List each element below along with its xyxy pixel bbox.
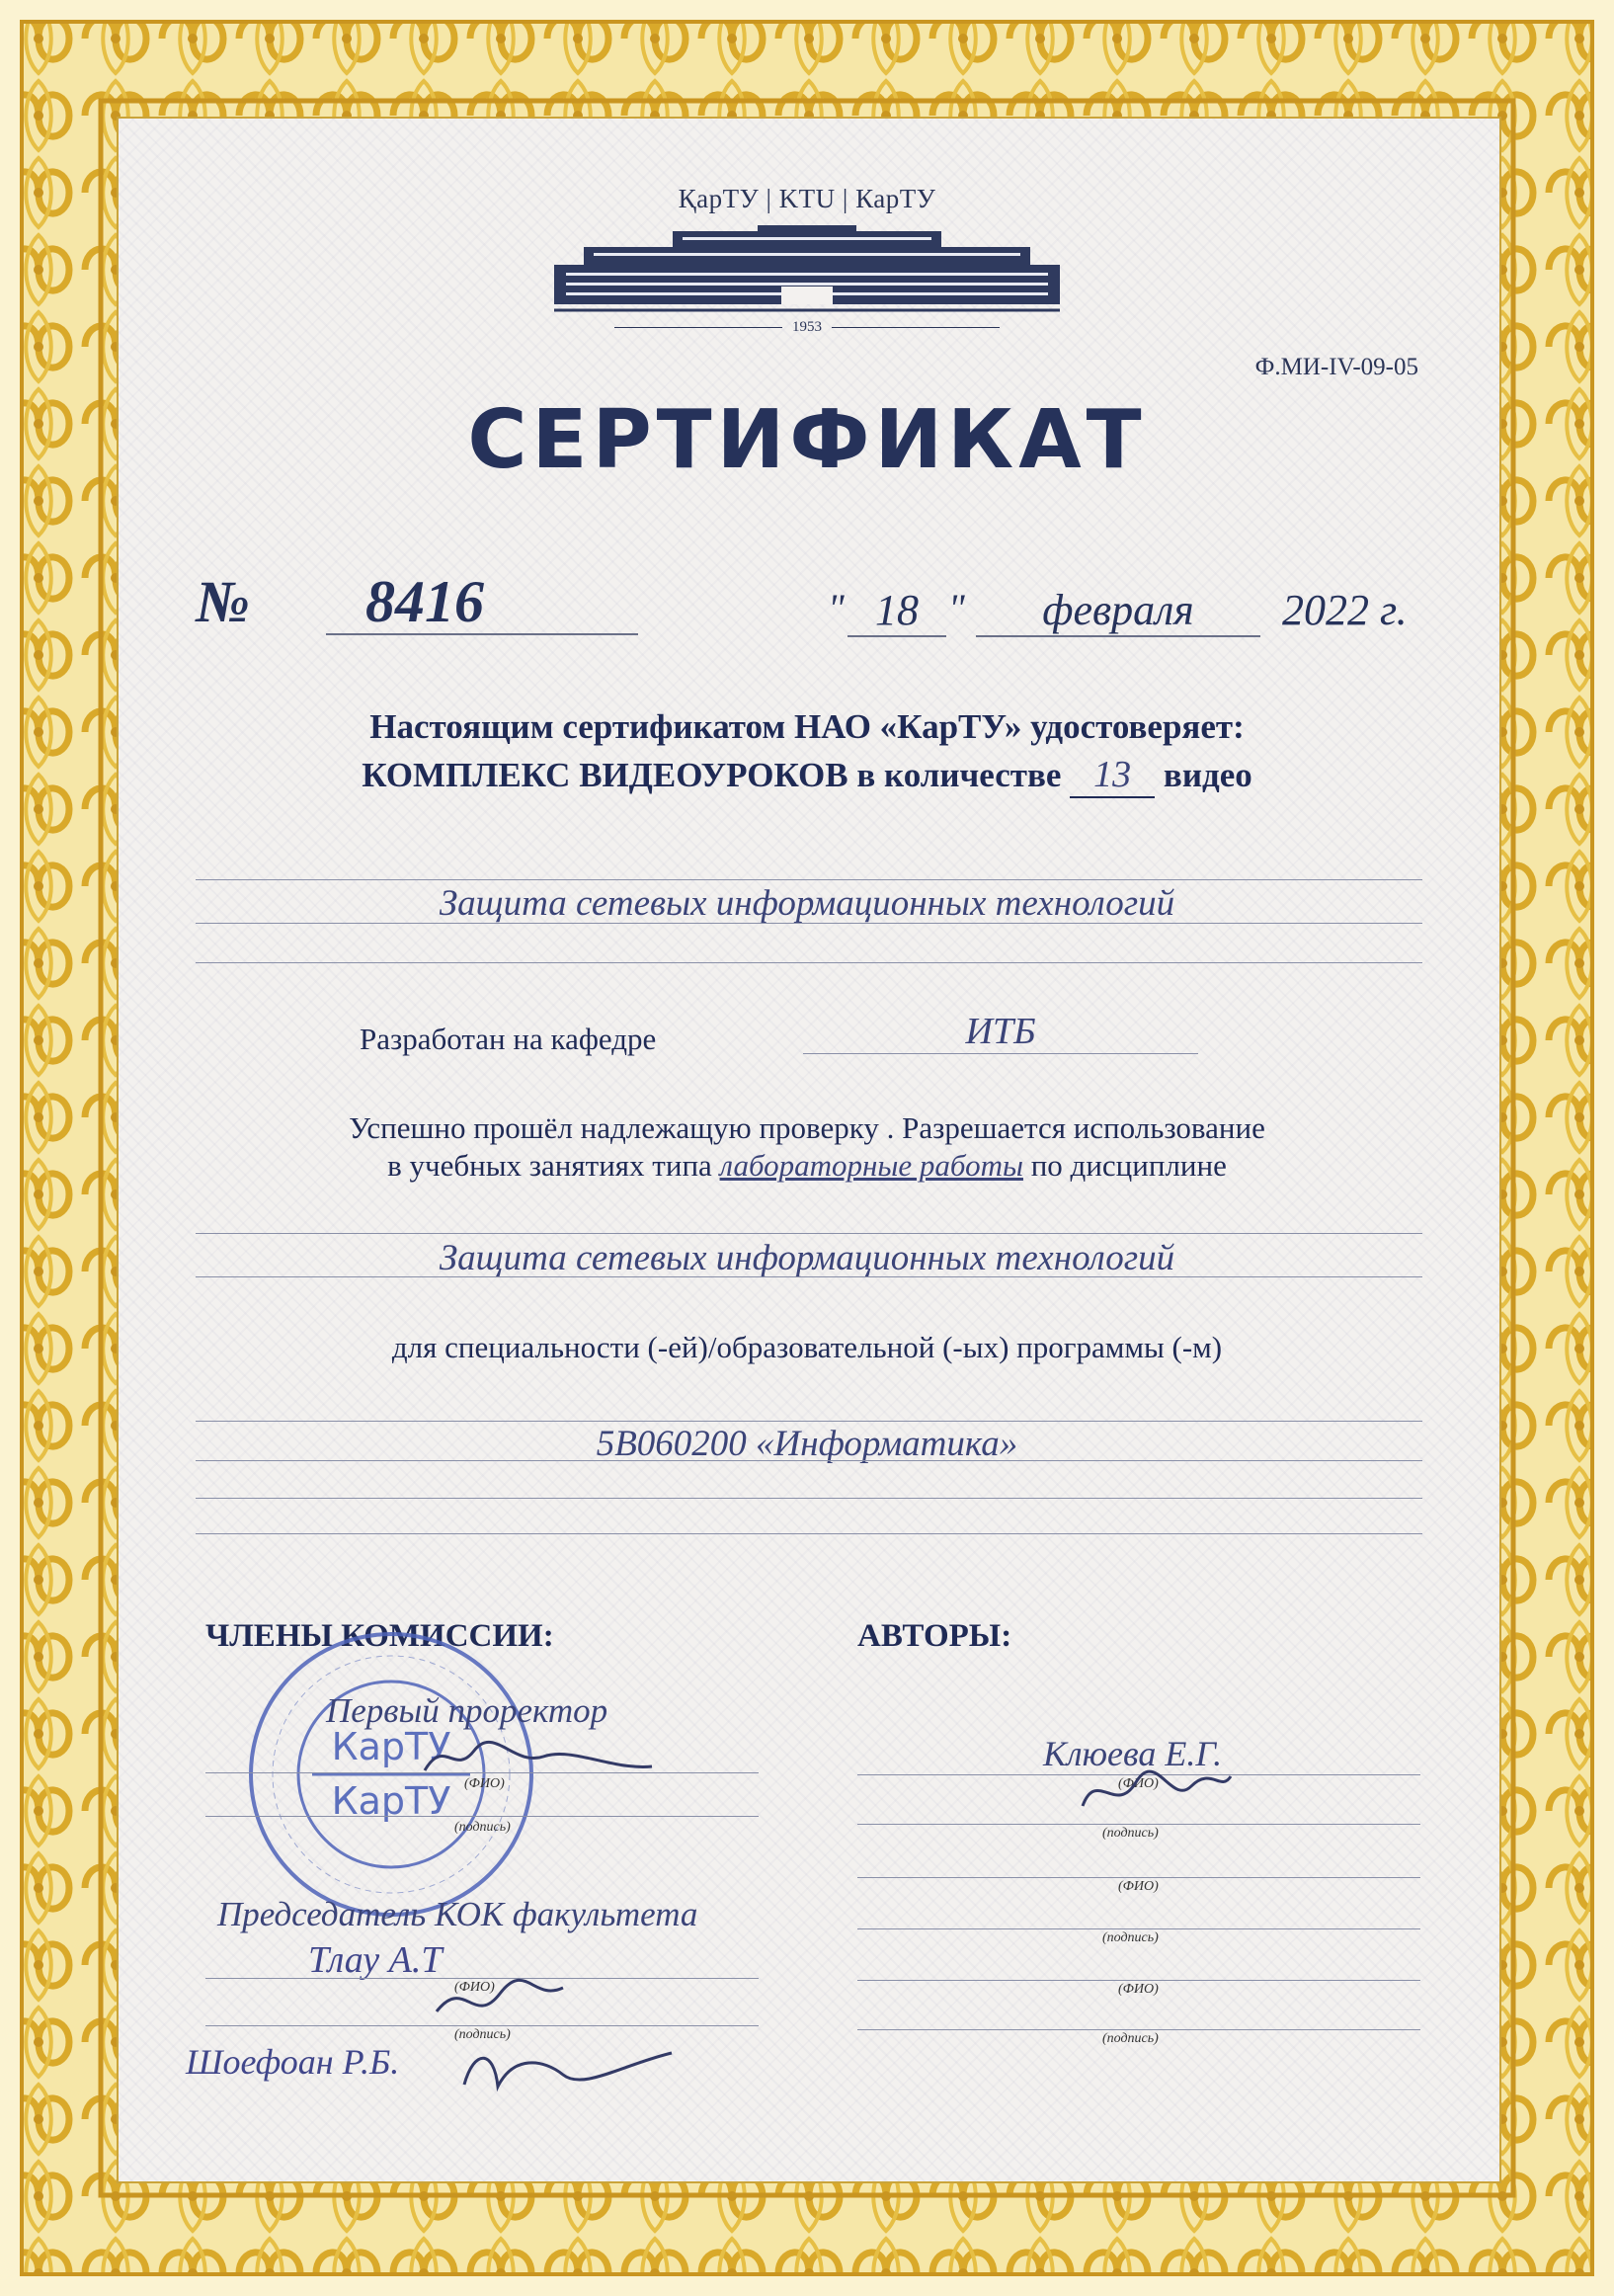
commission-sign-label-2: (подпись) (454, 2027, 511, 2042)
signature-commission-3 (454, 2035, 682, 2104)
commission-fio-label-1: (ФИО) (464, 1776, 505, 1791)
seal-text-top: КарТУ (331, 1725, 451, 1768)
university-logo-text: ҚарТУ | KTU | КарТУ (678, 184, 936, 213)
commission-heading: ЧЛЕНЫ КОМИССИИ: (205, 1618, 554, 1654)
commission-fio-label-2: (ФИО) (454, 1980, 495, 1995)
date-year: 2022 г. (1282, 586, 1408, 634)
discipline: Защита сетевых информационных технологий (439, 1238, 1175, 1278)
specialty-label: для специальности (-ей)/образовательной (-ых) программы (-м) (391, 1330, 1223, 1364)
university-building-logo (554, 225, 1060, 314)
certificate-number (326, 568, 638, 635)
department-value: ИТБ (803, 1010, 1198, 1054)
commission-role-2: Председатель КОК факультета (217, 1895, 698, 1933)
form-code: Ф.МИ-IV-09-05 (1254, 354, 1418, 380)
intro-line-1: Настоящим сертификатом НАО «КарТУ» удостоверяет: (369, 707, 1245, 746)
date-close-quote: " (948, 586, 965, 630)
specialty-value: 5В060200 «Информатика» (596, 1424, 1018, 1464)
signature-kok-chair (425, 1972, 583, 2031)
date-open-quote: " (828, 586, 845, 630)
review-line-1: Успешно прошёл надлежащую проверку . Разрешается использование (349, 1110, 1265, 1145)
video-count: 13 (1070, 753, 1155, 798)
authors-heading: АВТОРЫ: (857, 1618, 1012, 1654)
date-day: 18 (847, 585, 946, 637)
author-fio-label-2: (ФИО) (1118, 1879, 1159, 1894)
signature-author-1 (1073, 1763, 1241, 1822)
number-sign: № (196, 569, 250, 634)
commission-name-3: Шоефоан Р.Б. (186, 2042, 400, 2082)
author-sign-label-3: (подпись) (1102, 2031, 1159, 2046)
author-name-1: Клюева Е.Г. (1043, 1734, 1223, 1773)
commission-role-1: Первый проректор (326, 1691, 608, 1730)
certificate-number-value: 8416 (365, 569, 484, 634)
seal-text-bottom: КарТУ (331, 1779, 451, 1823)
review-line-2: в учебных занятиях типа лабораторные работы по дисциплине (387, 1148, 1227, 1183)
author-fio-label-3: (ФИО) (1118, 1982, 1159, 1997)
date-month: февраля (976, 585, 1260, 637)
certificate-title: СЕРТИФИКАТ (467, 393, 1147, 487)
author-sign-label-1: (подпись) (1102, 1826, 1159, 1841)
signature-prorector (415, 1727, 672, 1786)
course-title: Защита сетевых информационных технологий (439, 883, 1175, 924)
author-fio-label-1: (ФИО) (1118, 1776, 1159, 1791)
commission-name-2: Тлау А.Т (308, 1939, 443, 1981)
commission-sign-label-1: (подпись) (454, 1820, 511, 1835)
author-sign-label-2: (подпись) (1102, 1930, 1159, 1945)
department-label: Разработан на кафедре (360, 1022, 657, 1056)
founding-year: 1953 (0, 319, 1614, 336)
intro-line-2: КОМПЛЕКС ВИДЕОУРОКОВ в количестве 13 видео (0, 753, 1614, 798)
lesson-type: лабораторные работы (719, 1148, 1023, 1183)
